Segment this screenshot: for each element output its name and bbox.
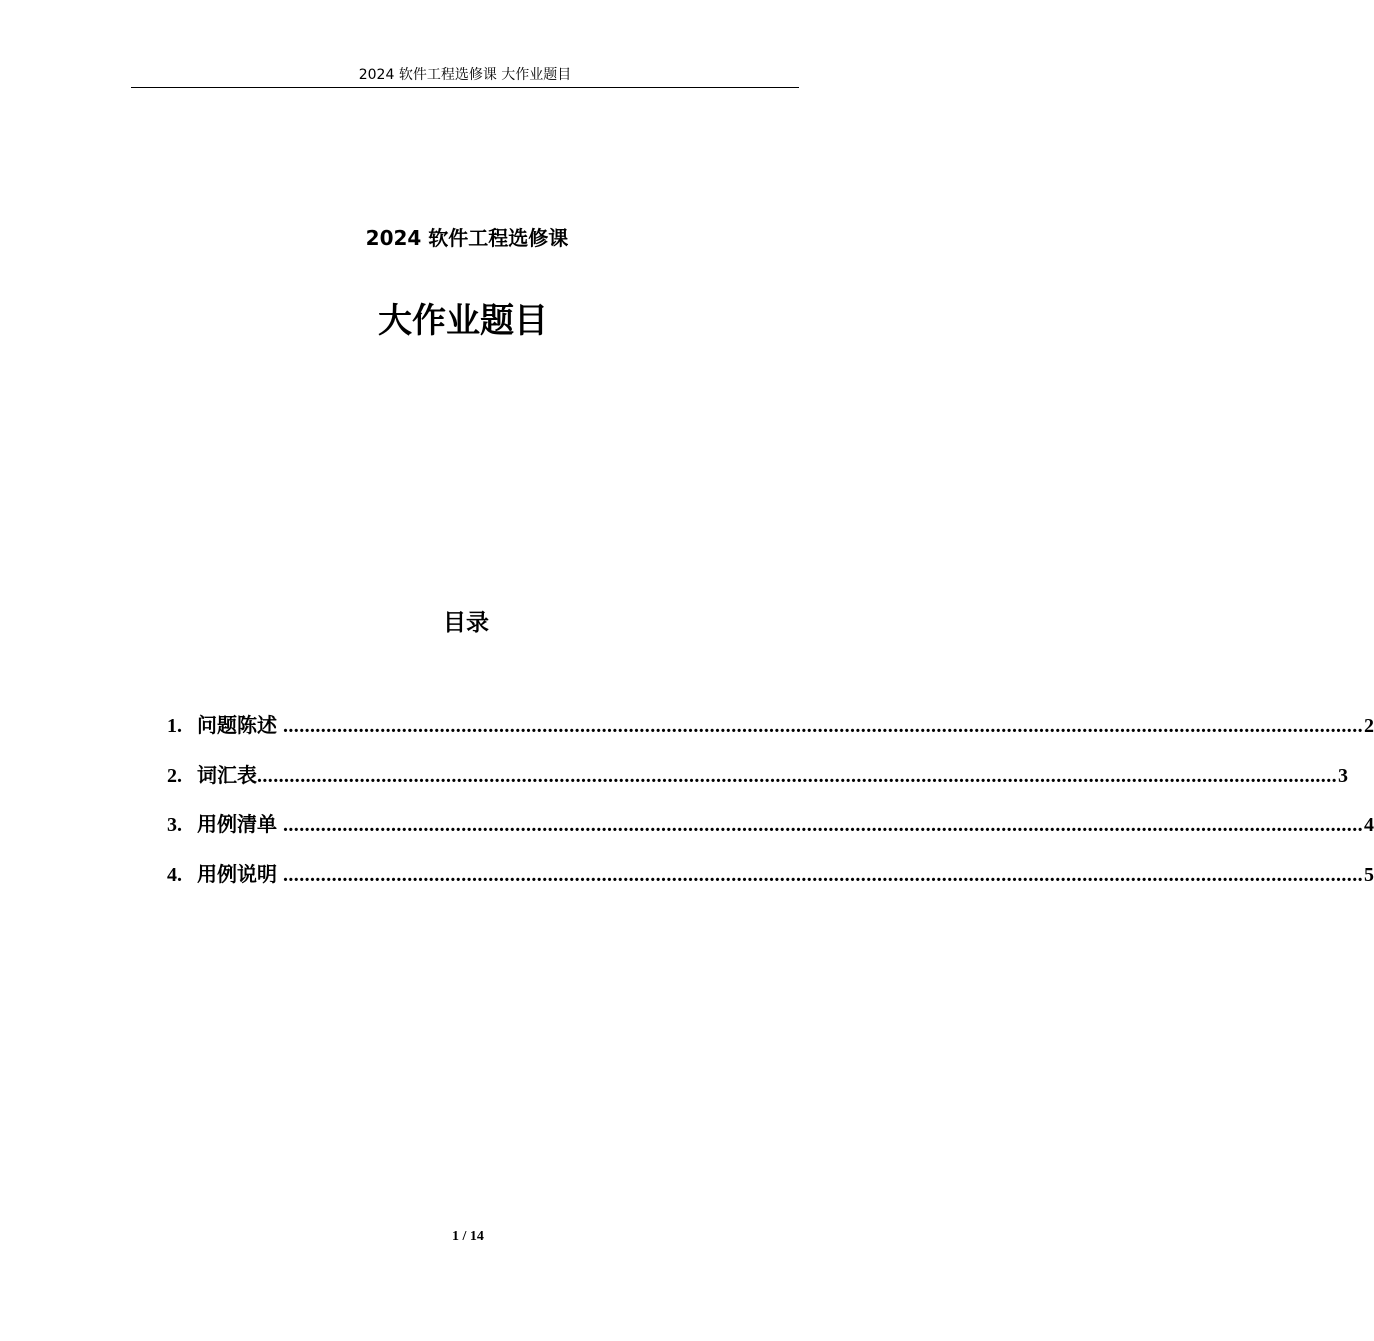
course-title: 2024 软件工程选修课 — [365, 226, 569, 250]
toc-entry-number: 1. — [167, 715, 182, 737]
toc-entry-number: 2. — [167, 764, 182, 787]
running-header: 2024 软件工程选修课 大作业题目 — [358, 67, 572, 83]
toc-entry-title: 问题陈述 — [197, 713, 277, 737]
toc-dot-leader: ........................................................................................................................................................................................................ — [283, 863, 1363, 886]
toc-entry[interactable] — [167, 710, 1374, 760]
page-number-footer: 1 / 14 — [452, 1229, 484, 1244]
toc-entry-title: 用例说明 — [197, 861, 277, 886]
header-rule — [131, 87, 799, 88]
toc-entry-page: 4 — [1364, 814, 1374, 836]
toc-entry-title: 词汇表 — [197, 762, 257, 787]
toc-dot-leader: ........................................................................................................................................................................................................ — [283, 715, 1363, 737]
toc-dot-leader: ........................................................................................................................................................................................................ — [283, 814, 1363, 836]
toc-entry-page: 3 — [1338, 764, 1348, 787]
main-title: 大作业题目 — [378, 301, 548, 341]
toc-entry[interactable] — [167, 859, 1374, 909]
toc-entry-title: 用例清单 — [197, 812, 277, 836]
table-of-contents — [167, 710, 1374, 908]
toc-dot-leader: ........................................................................................................................................................................................................ — [257, 764, 1337, 787]
toc-entry[interactable] — [167, 809, 1374, 859]
toc-entry-number: 3. — [167, 814, 182, 836]
toc-entry-page: 5 — [1364, 863, 1374, 886]
toc-entry-page: 2 — [1364, 715, 1374, 737]
toc-entry[interactable] — [167, 760, 1348, 810]
toc-heading: 目录 — [443, 610, 489, 636]
toc-entry-number: 4. — [167, 863, 182, 886]
